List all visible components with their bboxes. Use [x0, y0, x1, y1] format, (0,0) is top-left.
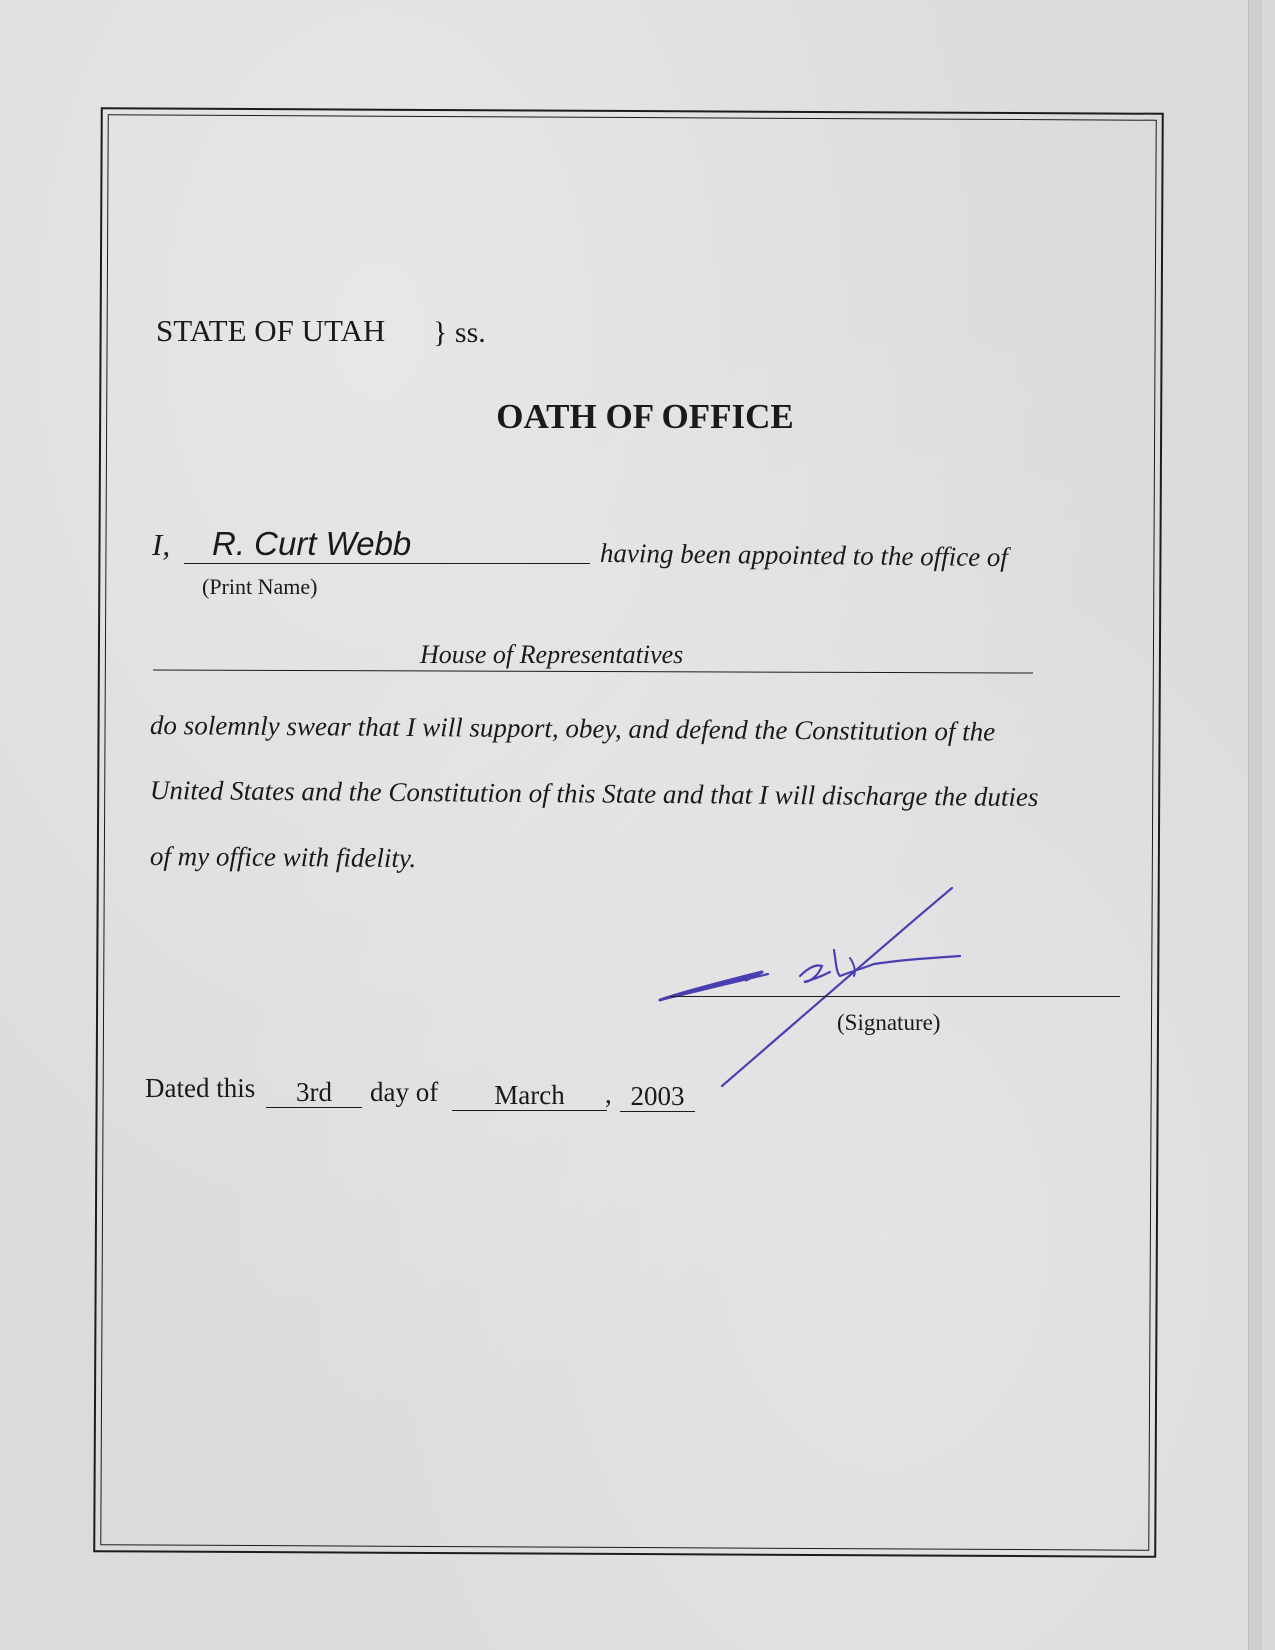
- venue-mark: } ss.: [433, 316, 486, 349]
- oath-text-line-2: United States and the Constitution of this State and that I will discharge the duties: [149, 775, 1039, 812]
- office-value: House of Representatives: [420, 640, 684, 669]
- signature-mark: [650, 880, 990, 1100]
- year-value: 2003: [620, 1081, 695, 1112]
- page-edge: [1248, 0, 1262, 1650]
- oath-text-line-3: of my office with fidelity.: [149, 841, 417, 874]
- signature-label: (Signature): [837, 1010, 941, 1035]
- page-title: OATH OF OFFICE: [496, 397, 794, 436]
- date-comma: ,: [605, 1079, 612, 1109]
- signature-line: [670, 996, 1120, 997]
- dated-prefix: Dated this: [145, 1073, 256, 1103]
- state-heading: STATE OF UTAH: [156, 313, 386, 348]
- name-underline: [184, 563, 590, 564]
- oath-text-line-1: do solemnly swear that I will support, obey, and defend the Constitution of the: [149, 710, 996, 747]
- print-name-label: (Print Name): [202, 574, 318, 599]
- oath-pronoun: I,: [152, 527, 171, 562]
- day-value: 3rd: [266, 1077, 362, 1108]
- month-value: March: [452, 1080, 607, 1111]
- appointed-text: having been appointed to the office of: [599, 537, 1009, 573]
- printed-name-value: R. Curt Webb: [212, 525, 412, 562]
- day-of-text: day of: [370, 1077, 439, 1107]
